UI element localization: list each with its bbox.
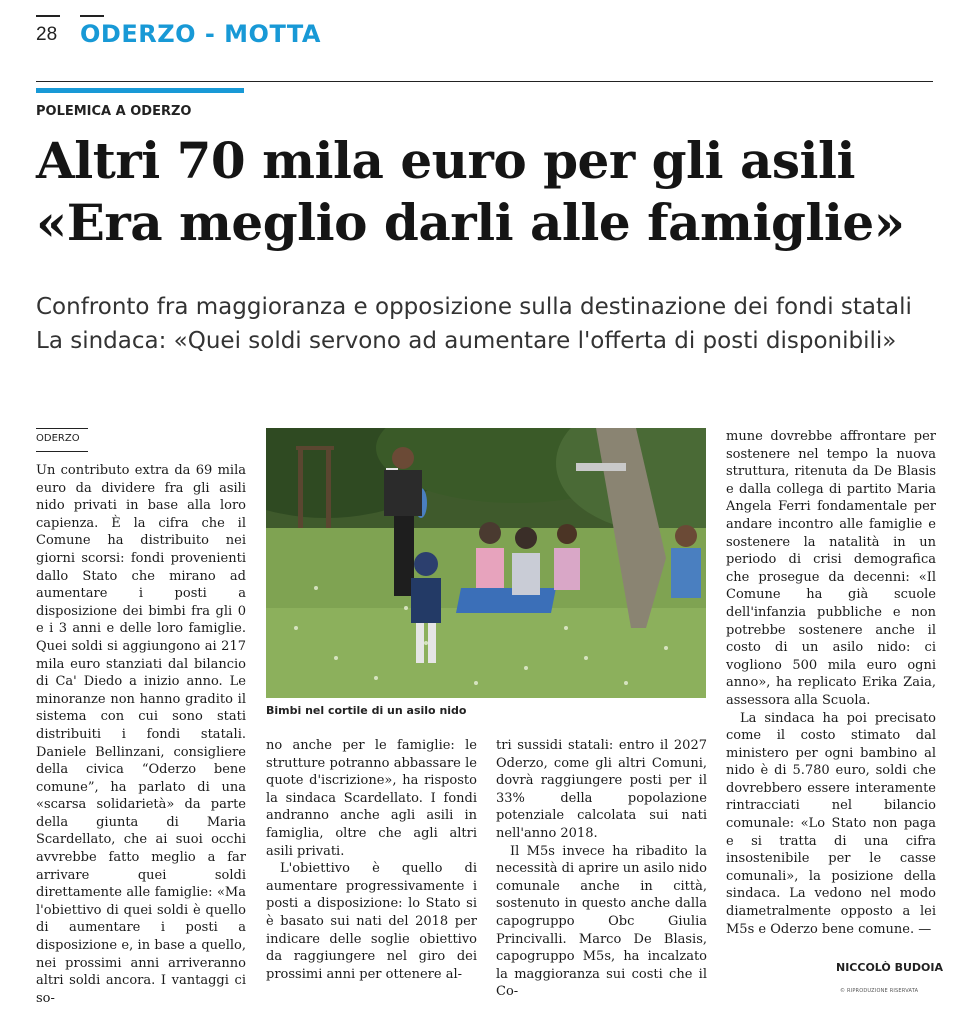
subtitle [36,290,936,358]
page-number: 28 [36,24,58,45]
article-paragraph: Il M5s invece ha ribadito la necessità di aprire un asilo nido comunale anche in città, sostenuto in questo anche dalla capogruppo Obc Giulia Princivalli. Marco De Blasis, capogruppo M5s, ha incalzato la maggioranza sui costi che il Co- [496,843,707,1000]
headline-line: «Era meglio darli alle famiglie» [36,193,905,252]
kicker-bar [36,88,244,93]
headline [36,130,936,254]
kicker: POLEMICA A ODERZO [36,104,192,119]
article-paragraph: mune dovrebbe affrontare per sostenere nel tempo la nuova struttura, ritenuta da De Blasis e dalla collega di partito Maria Angela Ferri fondamentale per andare incontro alle famiglie e sostenere la natalità in un periodo di crisi demografica che prosegue da decenni: «Il Comune ha già scuole dell'infanzia pubbliche e non potrebbe sostenere anche il costo di un asilo nido: ci vogliono 500 mila euro ogni anno», ha replicato Erika Zaia, assessora alla Scuola. [726,429,936,708]
header-rule [80,15,104,17]
article-paragraph: Un contributo extra da 69 mila euro da dividere fra gli asili nido privati in base alla loro capienza. È la cifra che il Comune ha distribuito nei giorni scorsi: fondi provenienti dallo Stato che mirano ad aumentare i posti a disposizione dei bimbi fra gli 0 e i 3 anni e delle loro famiglie. Quei soldi si aggiungono ai 217 mila euro stanziati dal bilancio di Ca' Diedo a inizio anno. Le minoranze non hanno gradito il sistema con cui sono stati distribuiti i fondi statali. Daniele Bellinzani, consigliere della civica “Oderzo bene comune”, ha parlato di una «scarsa solidarietà» da parte della giunta di Maria Scardellato, che ai suoi occhi avvrebbe fatto meglio a far arrivare quei soldi direttamente alle famiglie: «Ma l'obiettivo di quei soldi è quello di aumentare i posti a disposizione e, in base a quello, nei prossimi anni arriveranno altri soldi ancora. I vantaggi ci so- [36,463,246,1006]
article-column-3 [496,737,707,1001]
dateline-rule [36,428,88,429]
article-column-4 [726,428,936,938]
article-paragraph: tri sussidi statali: entro il 2027 Oderzo, come gli altri Comuni, dovrà raggiungere posti per il 33% della popolazione potenziale calcolata sui nati nell'anno 2018. [496,738,707,841]
copyright-notice: © RIPRODUZIONE RISERVATA [840,988,919,994]
header-divider [36,81,933,82]
photo-caption: Bimbi nel cortile di un asilo nido [266,704,467,717]
subtitle-line: La sindaca: «Quei soldi servono ad aumentare l'offerta di posti disponibili» [36,328,897,354]
playground-photo [266,428,706,698]
byline: NICCOLÒ BUDOIA [836,961,943,974]
header-rule [36,15,60,17]
article-photo [266,428,706,698]
dateline-rule [36,451,88,452]
subtitle-line: Confronto fra maggioranza e opposizione sulla destinazione dei fondi statali [36,294,912,320]
article-paragraph: La sindaca ha poi precisato come il costo stimato dal ministero per ogni bambino al nido è di 5.780 euro, soldi che dovrebbero essere interamente rintracciati nel bilancio comunale: «Lo Stato non paga e si tratta di una cifra insostenibile per le casse comunali», la posizione della sindaca. La vedono nel modo diametralmente opposto a lei M5s e Oderzo bene comune. — [726,710,936,937]
dateline: ODERZO [36,433,80,444]
article-column-2 [266,737,477,983]
section-title: ODERZO - MOTTA [80,20,321,48]
article-paragraph: L'obiettivo è quello di aumentare progressivamente i posti a disposizione: lo Stato si è basato sui nati del 2018 per indicare delle soglie obiettivo da raggiungere nel giro dei prossimi anni per ottenere al- [266,861,477,982]
article-paragraph: no anche per le famiglie: le strutture potranno abbassare le quote d'iscrizione», ha risposto la sindaca Scardellato. I fondi andranno anche agli asili in famiglia, oltre che agli altri asili privati. [266,738,477,859]
headline-line: Altri 70 mila euro per gli asili [36,131,855,190]
article-column-1 [36,462,246,1007]
